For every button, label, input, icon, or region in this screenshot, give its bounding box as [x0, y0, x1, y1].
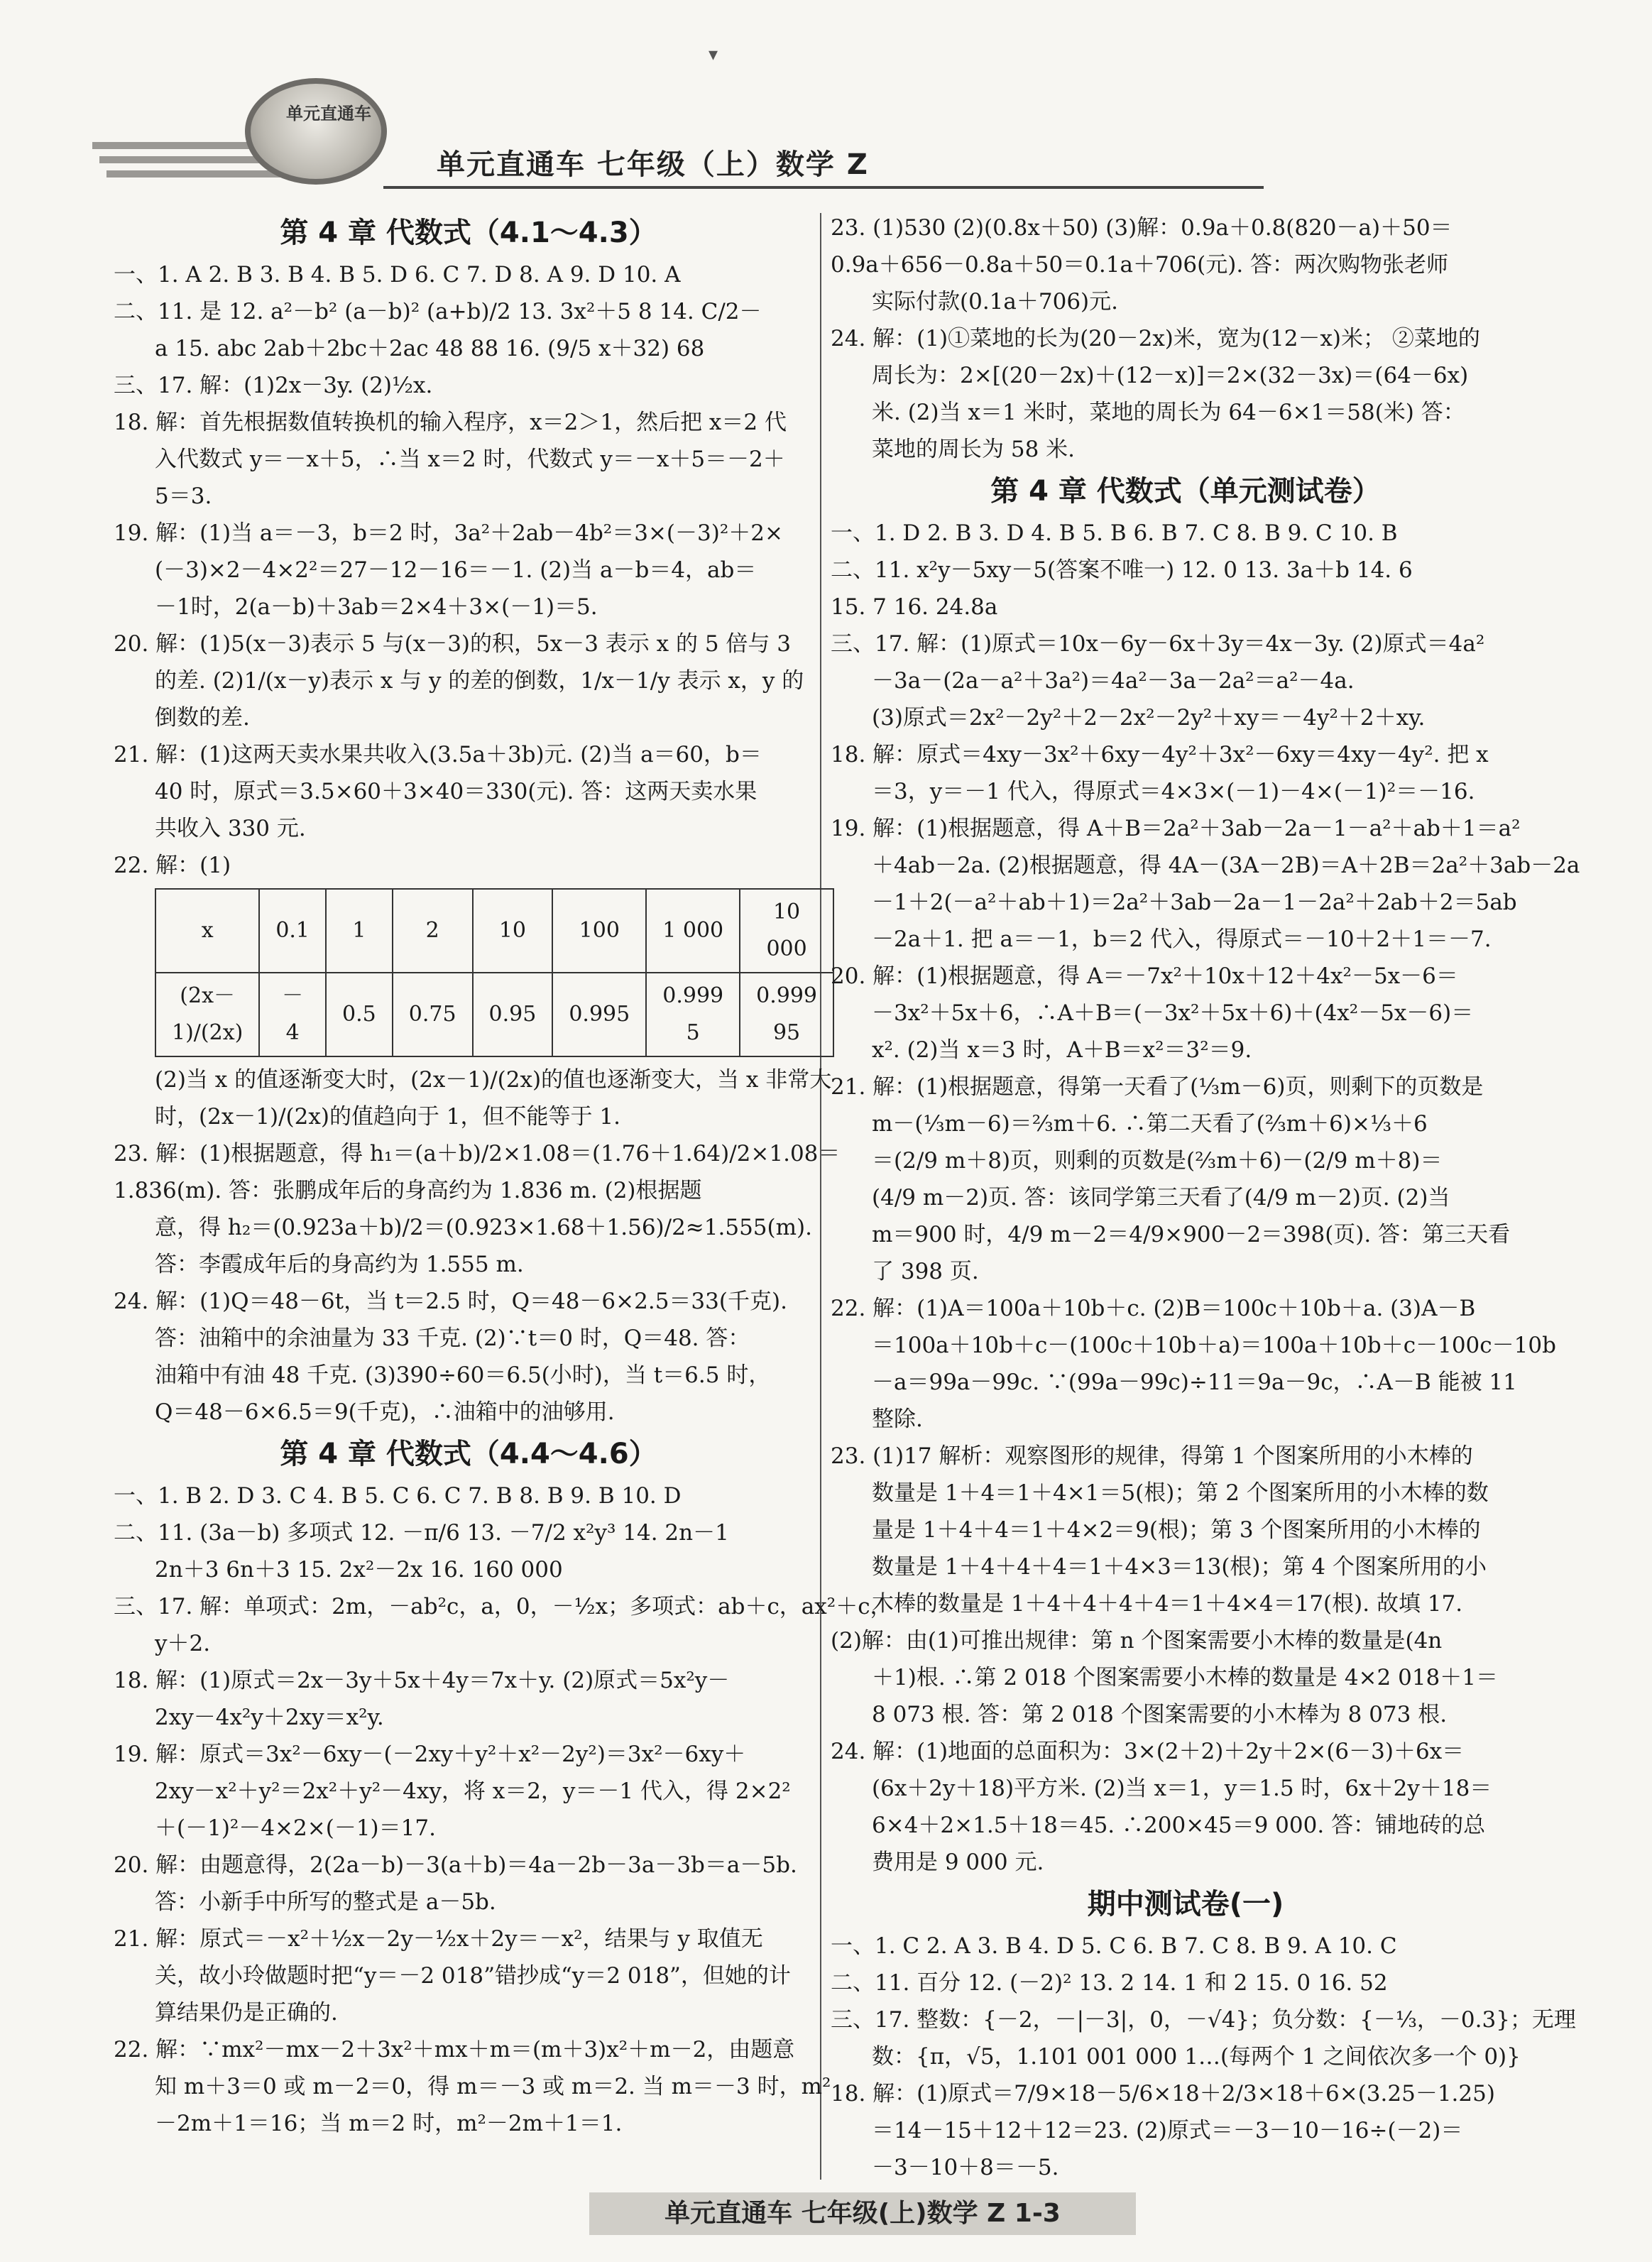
answer-line: 共收入 330 元. — [155, 816, 306, 841]
answer-line: 2xy－x²＋y²＝2x²＋y²－4xy，将 x＝2，y＝－1 代入，得 2×2² — [155, 1779, 791, 1804]
answer-line: 数：{π，√5，1.101 001 000 1…(每两个 1 之间依次多一个 0)} — [872, 2044, 1521, 2070]
answer-line: (2)当 x 的值逐渐变大时，(2x－1)/(2x)的值也逐渐变大，当 x 非常大 — [155, 1067, 832, 1093]
answer-line: ＝14－15＋12＋12＝23. (2)原式＝－3－10－16÷(－2)＝ — [872, 2118, 1463, 2143]
logo-text: 单元直通车 — [286, 103, 371, 124]
answer-line: 关，故小玲做题时把“y＝－2 018”错抄成“y＝2 018”，但她的计 — [155, 1963, 791, 1989]
section-title: 第 4 章 代数式（4.1～4.3） — [280, 217, 657, 249]
answer-line: 20. 解：(1)5(x－3)表示 5 与(x－3)的积，5x－3 表示 x 的 5 倍与 3 — [114, 631, 791, 657]
train-logo — [245, 78, 387, 185]
table-cell: 0.5 — [326, 973, 393, 1056]
answer-line: ＝(2/9 m＋8)页，则剩的页数是(⅔m＋6)－(2/9 m＋8)＝ — [872, 1148, 1443, 1174]
page-header — [0, 0, 1652, 206]
answer-line: Q＝48－6×6.5＝9(千克)，∴油箱中的油够用. — [155, 1399, 615, 1425]
table-cell: －4 — [259, 973, 326, 1056]
answer-line: 23. 解：(1)根据题意，得 h₁＝(a＋b)/2×1.08＝(1.76＋1.64)/2×1.08＝ — [114, 1141, 841, 1166]
answers-block — [831, 515, 1580, 1881]
header-title: 单元直通车 七年级（上）数学 Z — [437, 148, 869, 181]
answer-line: 时，(2x－1)/(2x)的值趋向于 1，但不能等于 1. — [155, 1104, 620, 1130]
answer-line: a 15. abc 2ab＋2bc＋2ac 48 88 16. (9/5 x＋32) 68 — [155, 336, 705, 361]
answer-line: 费用是 9 000 元. — [872, 1850, 1044, 1875]
answer-line: 20. 解：(1)根据题意，得 A＝－7x²＋10x＋12＋4x²－5x－6＝ — [831, 963, 1458, 989]
answer-line: －1时，2(a－b)＋3ab＝2×4＋3×(－1)＝5. — [155, 594, 598, 620]
section-title: 第 4 章 代数式（单元测试卷） — [990, 475, 1381, 508]
answer-line: 三、17. 解：单项式：2m，－ab²c，a，0，－½x；多项式：ab＋c，ax²＋c， — [114, 1594, 892, 1619]
answer-line: 二、11. x²y－5xy－5(答案不唯一) 12. 0 13. 3a＋b 14. 6 — [831, 557, 1413, 583]
table-cell: 0.999 5 — [646, 973, 740, 1056]
answer-line: 倒数的差. — [155, 705, 250, 731]
answer-line: 2n＋3 6n＋3 15. 2x²－2x 16. 160 000 — [155, 1557, 563, 1583]
answers-block — [114, 256, 824, 884]
answer-line: －2m＋1＝16；当 m＝2 时，m²－2m＋1＝1. — [155, 2111, 623, 2136]
answer-line: 15. 7 16. 24.8a — [831, 594, 998, 620]
answers-block — [114, 1477, 892, 2142]
answer-line: －3－10＋8＝－5. — [872, 2155, 1059, 2180]
answer-line: 18. 解：首先根据数值转换机的输入程序，x＝2＞1，然后把 x＝2 代 — [114, 410, 787, 435]
table-cell: 10 — [473, 889, 553, 973]
table-cell: 0.1 — [259, 889, 326, 973]
answer-line: 19. 解：(1)当 a＝－3，b＝2 时，3a²＋2ab－4b²＝3×(－3)²＋2× — [114, 520, 783, 546]
header-rule — [383, 186, 1264, 189]
answer-line: 三、17. 解：(1)原式＝10x－6y－6x＋3y＝4x－3y. (2)原式＝4a² — [831, 631, 1485, 657]
answer-line: ＝3，y＝－1 代入，得原式＝4×3×(－1)－4×(－1)²＝－16. — [872, 779, 1475, 804]
answer-line: 19. 解：原式＝3x²－6xy－(－2xy＋y²＋x²－2y²)＝3x²－6xy＋ — [114, 1742, 746, 1767]
answer-line: (3)原式＝2x²－2y²＋2－2x²－2y²＋xy＝－4y²＋2＋xy. — [872, 705, 1426, 731]
answer-table — [155, 888, 834, 1057]
table-cell: 1 000 — [646, 889, 740, 973]
answer-line: －2a＋1. 把 a＝－1，b＝2 代入，得原式＝－10＋2＋1＝－7. — [872, 927, 1492, 952]
table-row — [155, 889, 833, 973]
answer-line: 22. 解：∵mx²－mx－2＋3x²＋mx＋m＝(m＋3)x²＋m－2，由题意 — [114, 2037, 795, 2062]
answer-line: 一、1. B 2. D 3. C 4. B 5. C 6. C 7. B 8. B 9. B 10. D — [114, 1483, 682, 1509]
answer-line: －1＋2(－a²＋ab＋1)＝2a²＋3ab－2a－1－2a²＋2ab＋2＝5ab — [872, 890, 1517, 915]
answer-line: 二、11. 是 12. a²－b² (a－b)² (a+b)/2 13. 3x²＋5 8 14. C/2－ — [114, 299, 762, 324]
answer-line: 24. 解：(1)Q＝48－6t，当 t＝2.5 时，Q＝48－6×2.5＝33(千克). — [114, 1289, 787, 1314]
left-column — [114, 209, 892, 2142]
answer-line: 1.836(m). 答：张鹏成年后的身高约为 1.836 m. (2)根据题 — [114, 1178, 702, 1203]
answer-line: 二、11. (3a－b) 多项式 12. －π/6 13. －7/2 x²y³ 14. 2n－1 — [114, 1520, 729, 1546]
answer-line: 22. 解：(1)A＝100a＋10b＋c. (2)B＝100c＋10b＋a. (3)A－B — [831, 1296, 1476, 1321]
answer-line: (2)解：由(1)可推出规律：第 n 个图案需要小木棒的数量是(4n — [831, 1628, 1443, 1654]
table-cell: 0.75 — [393, 973, 473, 1056]
table-cell: 100 — [552, 889, 646, 973]
answer-line: 整除. — [872, 1406, 923, 1432]
answer-line: 0.9a＋656－0.8a＋50＝0.1a＋706(元). 答：两次购物张老师 — [831, 252, 1449, 278]
answer-line: 油箱中有油 48 千克. (3)390÷60＝6.5(小时)，当 t＝6.5 时， — [155, 1362, 771, 1388]
table-cell: 10 000 — [740, 889, 833, 973]
answer-line: 入代数式 y＝－x＋5，∴当 x＝2 时，代数式 y＝－x＋5＝－2＋ — [155, 447, 785, 472]
answer-line: 三、17. 解：(1)2x－3y. (2)½x. — [114, 373, 433, 398]
answer-line: 18. 解：(1)原式＝7/9×18－5/6×18＋2/3×18＋6×(3.25－1.25) — [831, 2081, 1495, 2107]
answer-line: 22. 解：(1) — [114, 853, 231, 878]
answer-line: 5＝3. — [155, 483, 212, 509]
answer-line: 23. (1)530 (2)(0.8x＋50) (3)解：0.9a＋0.8(820－a)＋50＝ — [831, 215, 1453, 241]
section-title: 第 4 章 代数式（4.4～4.6） — [280, 1438, 657, 1470]
answer-line: 知 m＋3＝0 或 m－2＝0，得 m＝－3 或 m＝2. 当 m＝－3 时，m² — [155, 2074, 831, 2099]
answer-line: (4/9 m－2)页. 答：该同学第三天看了(4/9 m－2)页. (2)当 — [872, 1185, 1450, 1211]
answer-line: 菜地的周长为 58 米. — [872, 437, 1076, 462]
answers-block — [831, 1928, 1576, 2186]
answer-line: 算结果仍是正确的. — [155, 2000, 338, 2026]
answers-block — [831, 209, 1541, 468]
answer-line: 三、17. 整数：{－2，－|－3|，0，－√4}；负分数：{－⅓，－0.3}；无理 — [831, 2007, 1576, 2033]
table-cell: 1 — [326, 889, 393, 973]
answer-line: 6×4＋2×1.5＋18＝45. ∴200×45＝9 000. 答：铺地砖的总 — [872, 1813, 1486, 1838]
answer-line: 21. 解：原式＝－x²＋½x－2y－½x＋2y＝－x²，结果与 y 取值无 — [114, 1926, 763, 1952]
answer-line: m＝900 时，4/9 m－2＝4/9×900－2＝398(页). 答：第三天看 — [872, 1222, 1511, 1247]
answer-line: 数量是 1＋4＝1＋4×1＝5(根)；第 2 个图案所用的小木棒的数 — [872, 1480, 1489, 1506]
answer-line: 答：油箱中的余油量为 33 千克. (2)∵t＝0 时，Q＝48. 答： — [155, 1326, 750, 1351]
answer-line: 二、11. 百分 12. (－2)² 13. 2 14. 1 和 2 15. 0 16. 52 — [831, 1970, 1388, 1996]
table-cell: 0.995 — [552, 973, 646, 1056]
answer-line: 数量是 1＋4＋4＋4＝1＋4×3＝13(根)；第 4 个图案所用的小 — [872, 1554, 1487, 1580]
answer-line: m－(⅓m－6)＝⅔m＋6. ∴第二天看了(⅔m＋6)×⅓＋6 — [872, 1111, 1428, 1137]
answer-line: －a＝99a－99c. ∵(99a－99c)÷11＝9a－9c，∴A－B 能被 11 — [872, 1370, 1517, 1395]
answer-line: 答：李霞成年后的身高约为 1.555 m. — [155, 1252, 524, 1277]
top-mark: ▾ — [709, 44, 718, 65]
answer-line: 意，得 h₂＝(0.923a＋b)/2＝(0.923×1.68＋1.56)/2≈1.555(m). — [155, 1215, 812, 1240]
right-column — [831, 209, 1580, 2186]
table-cell: x — [155, 889, 259, 973]
answer-line: 40 时，原式＝3.5×60＋3×40＝330(元). 答：这两天卖水果 — [155, 779, 757, 804]
answer-line: 米. (2)当 x＝1 米时，菜地的周长为 64－6×1＝58(米) 答： — [872, 400, 1465, 425]
answer-line: (6x＋2y＋18)平方米. (2)当 x＝1，y＝1.5 时，6x＋2y＋18＝ — [872, 1776, 1492, 1801]
table-row — [155, 973, 833, 1056]
answer-line: 21. 解：(1)根据题意，得第一天看了(⅓m－6)页，则剩下的页数是 — [831, 1074, 1484, 1100]
answer-line: 19. 解：(1)根据题意，得 A＋B＝2a²＋3ab－2a－1－a²＋ab＋1＝a² — [831, 816, 1521, 841]
answer-line: x². (2)当 x＝3 时，A＋B＝x²＝3²＝9. — [872, 1037, 1252, 1063]
answer-line: 21. 解：(1)这两天卖水果共收入(3.5a＋3b)元. (2)当 a＝60，b＝ — [114, 742, 762, 767]
answer-line: ＝100a＋10b＋c－(100c＋10b＋a)＝100a＋10b＋c－100c－10b — [872, 1333, 1556, 1358]
answer-line: 18. 解：(1)原式＝2x－3y＋5x＋4y＝7x＋y. (2)原式＝5x²y－ — [114, 1668, 730, 1693]
answer-line: 木棒的数量是 1＋4＋4＋4＋4＝1＋4×4＝17(根). 故填 17. — [872, 1591, 1463, 1617]
answer-line: y＋2. — [155, 1631, 211, 1656]
table-cell: 0.999 95 — [740, 973, 833, 1056]
answer-line: 20. 解：由题意得，2(2a－b)－3(a＋b)＝4a－2b－3a－3b＝a－5b. — [114, 1852, 797, 1878]
answer-line: 量是 1＋4＋4＝1＋4×2＝9(根)；第 3 个图案所用的小木棒的 — [872, 1517, 1481, 1543]
answer-line: 周长为：2×[(20－2x)＋(12－x)]＝2×(32－3x)＝(64－6x) — [872, 363, 1469, 388]
section-title: 期中测试卷(一) — [1087, 1888, 1284, 1920]
page-footer: 单元直通车 七年级(上)数学 Z 1-3 — [589, 2192, 1136, 2235]
table-cell: 0.95 — [473, 973, 553, 1056]
answer-line: 2xy－4x²y＋2xy＝x²y. — [155, 1705, 384, 1730]
answer-line: 8 073 根. 答：第 2 018 个图案需要的小木棒为 8 073 根. — [872, 1702, 1448, 1727]
table-cell: 2 — [393, 889, 473, 973]
answer-line: 24. 解：(1)①菜地的长为(20－2x)米，宽为(12－x)米； ②菜地的 — [831, 326, 1480, 351]
answer-line: －3a－(2a－a²＋3a²)＝4a²－3a－2a²＝a²－4a. — [872, 668, 1355, 694]
answer-line: 一、1. C 2. A 3. B 4. D 5. C 6. B 7. C 8. B 9. A 10. C — [831, 1933, 1397, 1959]
answer-line: 答：小新手中所写的整式是 a－5b. — [155, 1889, 496, 1915]
answer-line: 23. (1)17 解析：观察图形的规律，得第 1 个图案所用的小木棒的 — [831, 1443, 1473, 1469]
answers-block — [114, 1061, 841, 1431]
answer-line: 18. 解：原式＝4xy－3x²＋6xy－4y²＋3x²－6xy＝4xy－4y². 把 x — [831, 742, 1489, 767]
answer-line: (－3)×2－4×2²＝27－12－16＝－1. (2)当 a－b＝4，ab＝ — [155, 557, 757, 583]
answer-line: 实际付款(0.1a＋706)元. — [872, 289, 1118, 315]
answer-line: ＋(－1)²－4×2×(－1)＝17. — [155, 1815, 436, 1841]
answer-line: －3x²＋5x＋6，∴A＋B＝(－3x²＋5x＋6)＋(4x²－5x－6)＝ — [872, 1000, 1474, 1026]
answer-line: 一、1. A 2. B 3. B 4. B 5. D 6. C 7. D 8. A 9. D 10. A — [114, 262, 681, 288]
answer-line: ＋1)根. ∴第 2 018 个图案需要小木棒的数量是 4×2 018＋1＝ — [872, 1665, 1498, 1690]
answer-line: 了 398 页. — [872, 1259, 979, 1284]
answer-line: ＋4ab－2a. (2)根据题意，得 4A－(3A－2B)＝A＋2B＝2a²＋3ab－2a — [872, 853, 1580, 878]
answer-line: 的差. (2)1/(x－y)表示 x 与 y 的差的倒数，1/x－1/y 表示 x，y 的 — [155, 668, 804, 694]
answer-line: 24. 解：(1)地面的总面积为：3×(2＋2)＋2y＋2×(6－3)＋6x＝ — [831, 1739, 1465, 1764]
table-cell: (2x－1)/(2x) — [155, 973, 259, 1056]
answer-line: 一、1. D 2. B 3. D 4. B 5. B 6. B 7. C 8. B 9. C 10. B — [831, 520, 1398, 546]
